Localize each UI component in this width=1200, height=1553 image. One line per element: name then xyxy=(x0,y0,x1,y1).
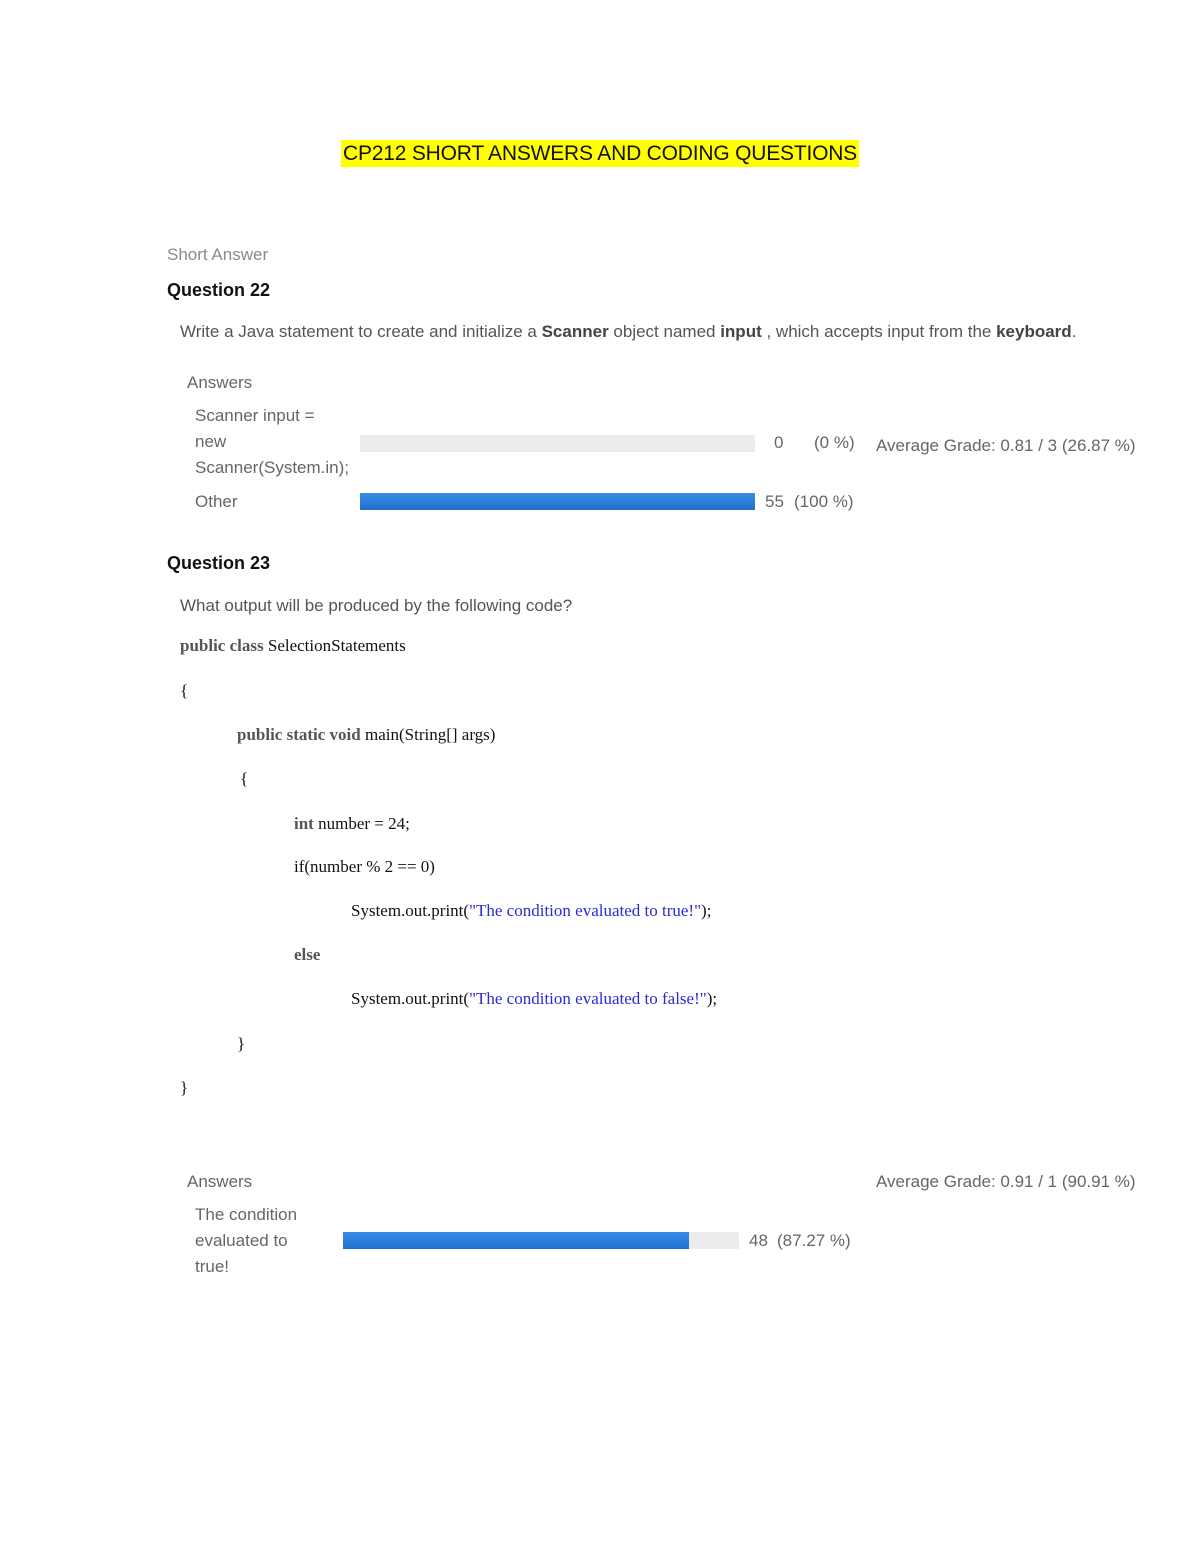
prompt-bold-input: input xyxy=(720,322,762,341)
answer-percent: (87.27 %) xyxy=(777,1231,851,1250)
document-title-text: CP212 SHORT ANSWERS AND CODING QUESTIONS xyxy=(342,142,857,165)
question-22-answers-label: Answers xyxy=(187,373,253,392)
prompt-text: , which accepts input from the xyxy=(761,322,997,341)
code-line xyxy=(351,989,717,1009)
answer-text xyxy=(195,403,349,481)
code-keyword: int xyxy=(294,814,314,833)
prompt-text: object named xyxy=(608,322,721,341)
code-string: "The condition evaluated to false!" xyxy=(469,989,707,1008)
answer-bar-track xyxy=(360,435,755,452)
question-22-heading: Question 22 xyxy=(167,280,271,300)
answer-bar-fill xyxy=(343,1232,689,1249)
answer-count: 48 xyxy=(749,1231,768,1250)
question-23-prompt: What output will be produced by the following code? xyxy=(180,596,573,615)
code-string: "The condition evaluated to true!" xyxy=(469,901,702,920)
section-label: Short Answer xyxy=(167,245,269,264)
question-23-answers-label: Answers xyxy=(187,1172,253,1191)
answer-text-line: The condition xyxy=(195,1205,298,1224)
answer-text-line: evaluated to xyxy=(195,1231,288,1250)
code-keyword: else xyxy=(294,945,321,964)
code-text: System.out.print( xyxy=(351,901,470,920)
code-text: main(String[] args) xyxy=(360,725,496,744)
code-keyword: public class xyxy=(180,636,264,655)
answer-bar-track xyxy=(343,1232,739,1249)
code-text: ); xyxy=(706,989,718,1008)
code-line: if(number % 2 == 0) xyxy=(294,857,435,876)
code-line: } xyxy=(180,1078,189,1097)
code-line: { xyxy=(180,681,189,700)
answer-text-line: new xyxy=(195,432,227,451)
question-23-heading: Question 23 xyxy=(167,553,271,573)
answer-bar-track xyxy=(360,493,755,510)
code-text: System.out.print( xyxy=(351,989,470,1008)
question-22-average-grade: Average Grade: 0.81 / 3 (26.87 %) xyxy=(876,436,1136,455)
answer-percent: (100 %) xyxy=(794,492,854,511)
prompt-bold-keyboard: keyboard xyxy=(996,322,1072,341)
prompt-bold-scanner: Scanner xyxy=(541,322,609,341)
answer-text-line: Scanner input = xyxy=(195,406,315,425)
code-line: { xyxy=(240,769,249,788)
question-22-prompt xyxy=(180,322,1076,342)
answer-text-other: Other xyxy=(195,492,238,511)
answer-percent: (0 %) xyxy=(814,433,855,452)
code-line xyxy=(237,725,495,745)
code-text: ); xyxy=(701,901,712,920)
code-line xyxy=(180,636,406,656)
code-line xyxy=(351,901,711,921)
code-keyword: public static void xyxy=(237,725,361,744)
code-line: } xyxy=(237,1034,246,1053)
answer-text-line: Scanner(System.in); xyxy=(195,458,349,477)
prompt-text: Write a Java statement to create and initialize a xyxy=(180,322,542,341)
code-text: SelectionStatements xyxy=(263,636,406,655)
answer-text xyxy=(195,1202,297,1280)
answer-count: 0 xyxy=(774,433,784,452)
code-line xyxy=(294,945,320,965)
prompt-text: . xyxy=(1071,322,1077,341)
document-title xyxy=(0,142,1200,166)
answer-bar-fill xyxy=(360,493,755,510)
code-text: number = 24; xyxy=(313,814,410,833)
answer-text-line: true! xyxy=(195,1257,230,1276)
code-line xyxy=(294,814,410,834)
question-23-average-grade: Average Grade: 0.91 / 1 (90.91 %) xyxy=(876,1172,1136,1191)
answer-count: 55 xyxy=(765,492,784,511)
